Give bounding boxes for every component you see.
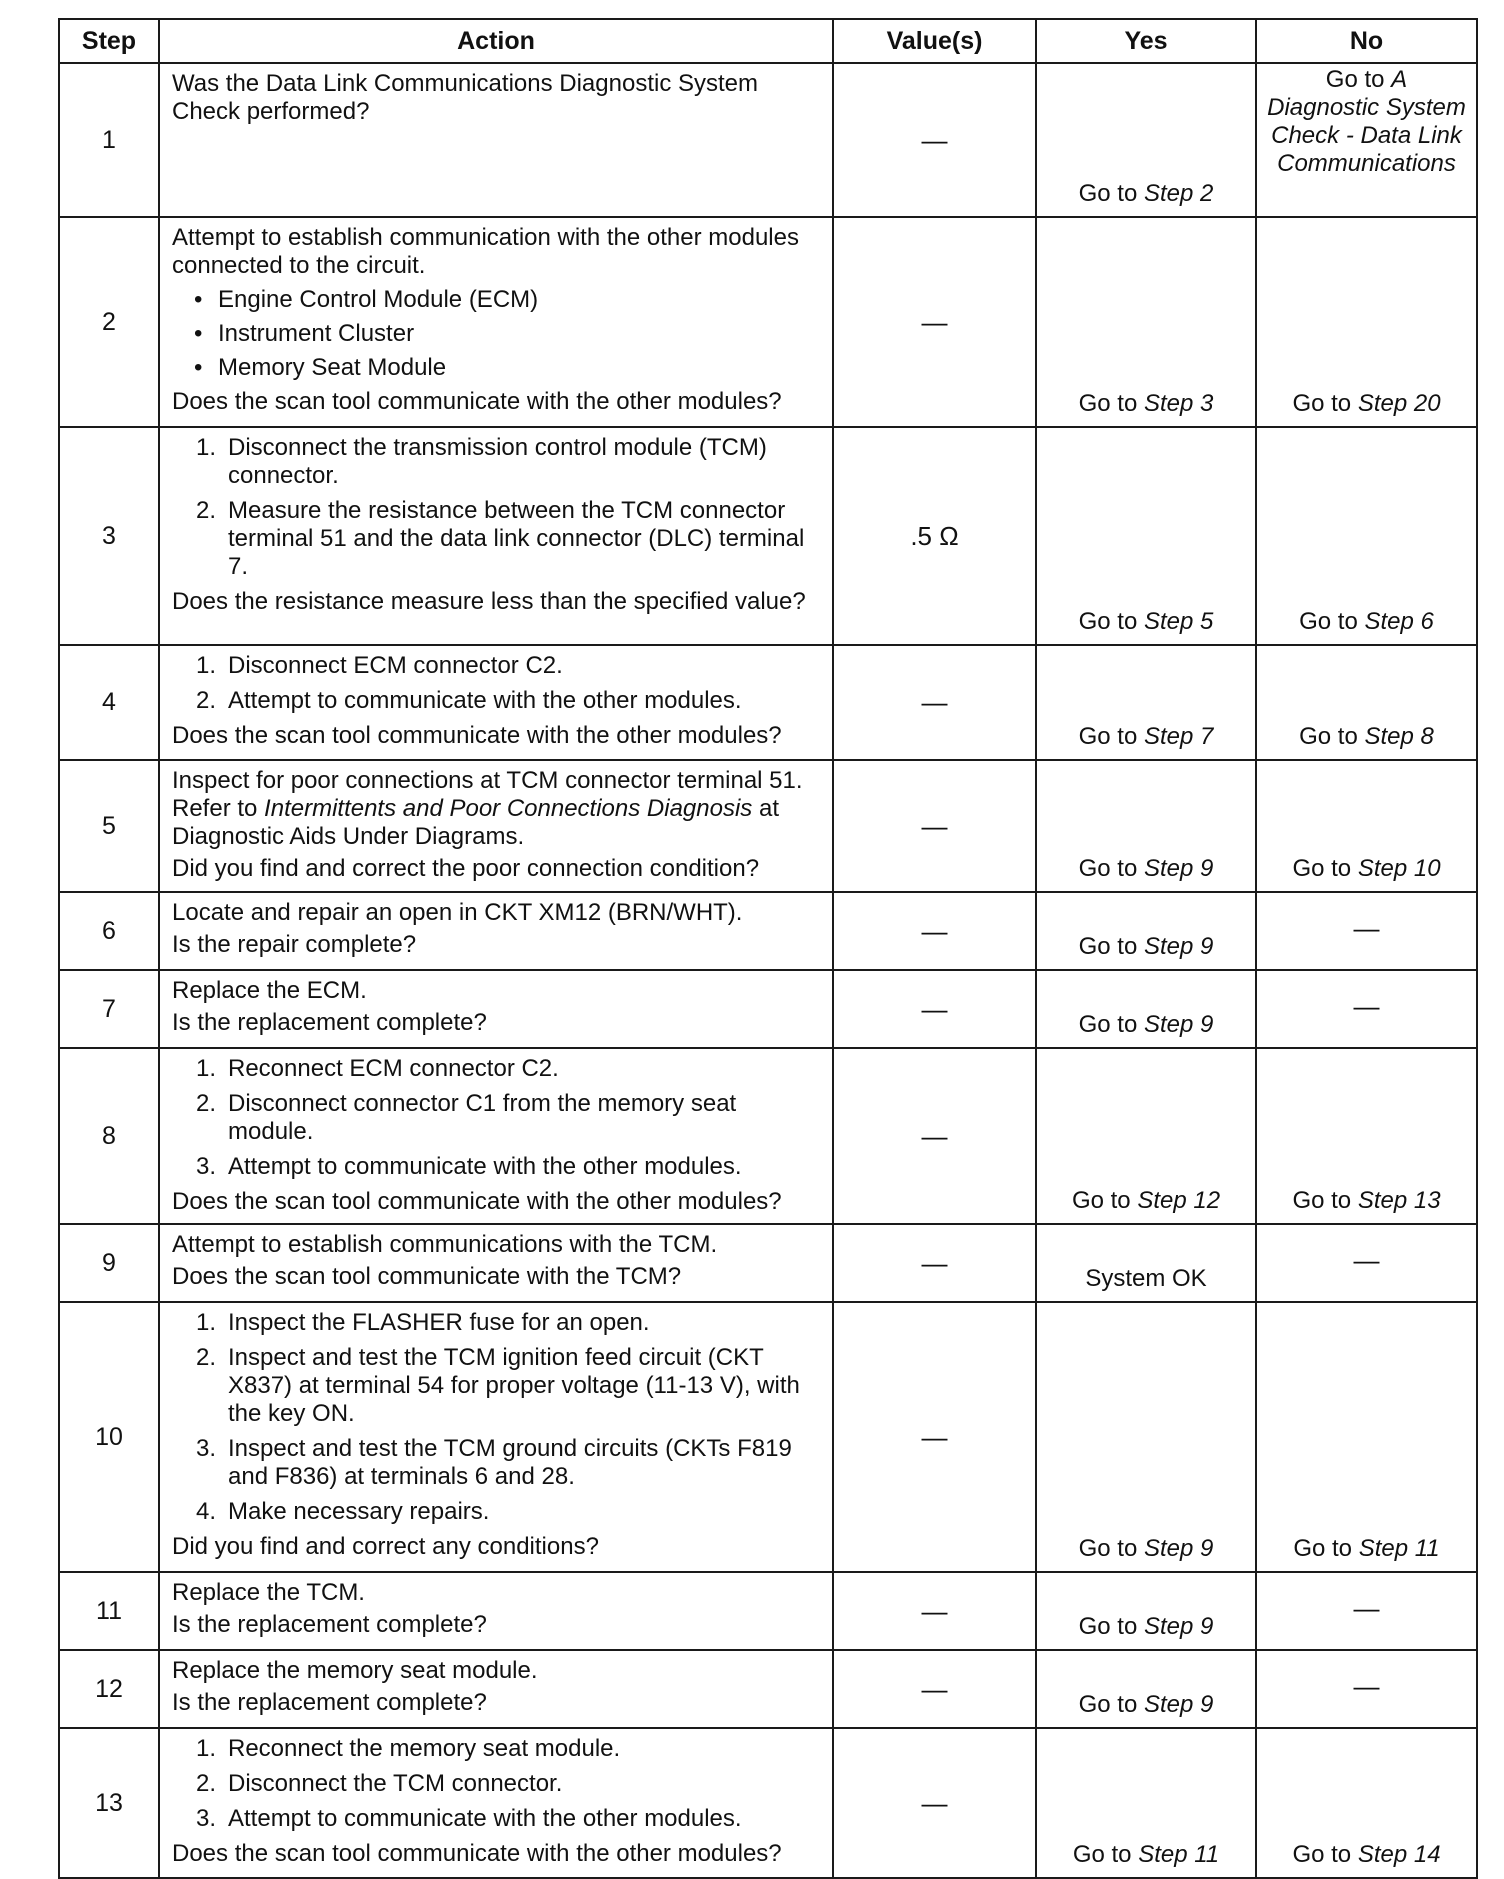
action-cell	[159, 1650, 833, 1728]
header-no: No	[1256, 19, 1477, 63]
action-question: Does the scan tool communicate with the other modules?	[172, 1188, 782, 1215]
yes-prefix: Go to	[1078, 933, 1144, 960]
no-ital-a: A	[1391, 66, 1408, 93]
list-item: 3. Inspect and test the TCM ground circuits (CKTs F819 and F836) at terminals 6 and 28.	[196, 1435, 822, 1491]
value-cell: —	[833, 892, 1036, 970]
list-item: 1. Reconnect the memory seat module.	[196, 1735, 822, 1763]
list-item-text: Disconnect the TCM connector.	[228, 1770, 563, 1797]
action-question: Did you find and correct the poor connection condition?	[172, 855, 760, 882]
list-item: 2. Inspect and test the TCM ignition feed circuit (CKT X837) at terminal 54 for proper voltage (11-13 V), with the key ON.	[196, 1344, 822, 1428]
action-question: Is the replacement complete?	[172, 1009, 487, 1036]
no-step-link: Step 6	[1364, 608, 1434, 635]
table-row	[59, 1302, 1477, 1572]
yes-prefix: Go to	[1078, 1613, 1144, 1640]
value-cell: —	[833, 63, 1036, 217]
action-text	[172, 767, 822, 851]
list-item-text: Inspect and test the TCM ignition feed circuit (CKT X837) at terminal 54 for proper voltage (11-13 V), with the key ON.	[228, 1344, 800, 1427]
no-prefix: Go to	[1293, 1535, 1359, 1562]
header-value: Value(s)	[833, 19, 1036, 63]
header-row	[59, 19, 1477, 63]
list-item: • Engine Control Module (ECM)	[194, 286, 822, 314]
value-cell: —	[833, 1650, 1036, 1728]
value-cell: —	[833, 970, 1036, 1048]
yes-step-link: Step 9	[1143, 933, 1214, 960]
action-cell	[159, 63, 833, 217]
action-cell	[159, 1224, 833, 1302]
table-row	[59, 1572, 1477, 1650]
header-action: Action	[159, 19, 833, 63]
header-yes: Yes	[1036, 19, 1256, 63]
yes-cell	[1036, 970, 1256, 1048]
procedure-list	[172, 1309, 822, 1526]
yes-prefix: Go to	[1078, 1535, 1144, 1562]
table-row	[59, 1650, 1477, 1728]
step-number: 10	[59, 1302, 159, 1572]
no-step-link: Step 20	[1357, 390, 1441, 417]
yes-prefix: Go to	[1078, 180, 1144, 207]
action-intro: Attempt to establish communication with the other modules connected to the circuit.	[172, 224, 799, 279]
action-question: Did you find and correct any conditions?	[172, 1533, 599, 1560]
yes-cell	[1036, 217, 1256, 427]
list-item: 2. Measure the resistance between the TCM connector terminal 51 and the data link connector (DLC) terminal 7.	[196, 497, 822, 581]
action-question: Is the replacement complete?	[172, 1689, 487, 1716]
yes-cell	[1036, 760, 1256, 892]
no-prefix: Go to	[1299, 608, 1365, 635]
list-item-text: Reconnect the memory seat module.	[228, 1735, 621, 1762]
no-step-link: Step 14	[1357, 1841, 1441, 1868]
action-cell	[159, 1728, 833, 1878]
action-cell	[159, 1302, 833, 1572]
no-prefix: Go to	[1292, 1841, 1358, 1868]
action-cell	[159, 427, 833, 645]
table-row	[59, 63, 1477, 217]
list-item: • Instrument Cluster	[194, 320, 822, 348]
yes-step-link: Step 5	[1143, 608, 1214, 635]
value-cell: —	[833, 1048, 1036, 1224]
no-cell: —	[1256, 1224, 1477, 1302]
value-cell: —	[833, 760, 1036, 892]
procedure-list	[172, 1735, 822, 1833]
list-item: 4. Make necessary repairs.	[196, 1498, 822, 1526]
action-question: Is the repair complete?	[172, 931, 417, 958]
step-number: 11	[59, 1572, 159, 1650]
no-cell: —	[1256, 1572, 1477, 1650]
list-item-text: Make necessary repairs.	[228, 1498, 490, 1525]
table-row	[59, 645, 1477, 760]
list-item-text: Attempt to communicate with the other modules.	[228, 1153, 742, 1180]
no-prefix: Go to	[1292, 1187, 1358, 1214]
no-cell: —	[1256, 1650, 1477, 1728]
action-cell	[159, 760, 833, 892]
action-text-part: Inspect for poor connections at TCM connector terminal 51. Refer to	[172, 767, 803, 822]
yes-cell	[1036, 1572, 1256, 1650]
action-question: Does the resistance measure less than the specified value?	[172, 588, 806, 615]
yes-step-link: Step 3	[1143, 390, 1214, 417]
list-item-text: Measure the resistance between the TCM connector terminal 51 and the data link connector (DLC) terminal 7.	[228, 497, 805, 580]
list-item: 1. Reconnect ECM connector C2.	[196, 1055, 822, 1083]
yes-step-link: Step 9	[1143, 1613, 1214, 1640]
yes-prefix: Go to	[1071, 1187, 1138, 1214]
action-intro: Replace the TCM.	[172, 1579, 365, 1606]
reference-title: Intermittents and Poor Connections Diagnosis	[264, 795, 753, 822]
yes-cell	[1036, 645, 1256, 760]
list-item: 1. Disconnect ECM connector C2.	[196, 652, 822, 680]
step-number: 4	[59, 645, 159, 760]
procedure-list	[172, 434, 822, 581]
list-item-text: Disconnect ECM connector C2.	[228, 652, 563, 679]
yes-step-link: Step 9	[1143, 1011, 1214, 1038]
yes-prefix: Go to	[1078, 1011, 1144, 1038]
list-item-text: Attempt to communicate with the other modules.	[228, 1805, 742, 1832]
procedure-list	[172, 1055, 822, 1181]
action-intro: Attempt to establish communications with the TCM.	[172, 1231, 718, 1258]
no-step-link: Step 13	[1357, 1187, 1441, 1214]
table-row	[59, 217, 1477, 427]
list-item-text: Reconnect ECM connector C2.	[228, 1055, 559, 1082]
action-question: Does the scan tool communicate with the other modules?	[172, 1840, 782, 1867]
yes-cell	[1036, 1048, 1256, 1224]
yes-step-link: Step 2	[1143, 180, 1214, 207]
action-cell	[159, 1572, 833, 1650]
yes-cell	[1036, 1728, 1256, 1878]
yes-step-link: Step 9	[1143, 1535, 1214, 1562]
yes-cell	[1036, 63, 1256, 217]
action-question: Does the scan tool communicate with the other modules?	[172, 388, 782, 415]
step-number: 7	[59, 970, 159, 1048]
action-text: Was the Data Link Communications Diagnostic System Check performed?	[172, 70, 759, 125]
action-cell	[159, 217, 833, 427]
table-row	[59, 1728, 1477, 1878]
list-item: 1. Disconnect the transmission control module (TCM) connector.	[196, 434, 822, 490]
action-intro: Locate and repair an open in CKT XM12 (BRN/WHT).	[172, 899, 743, 926]
action-cell	[159, 970, 833, 1048]
header-step: Step	[59, 19, 159, 63]
list-item-text: Attempt to communicate with the other modules.	[228, 687, 742, 714]
list-item: • Memory Seat Module	[194, 354, 822, 382]
value-cell: —	[833, 1302, 1036, 1572]
step-number: 6	[59, 892, 159, 970]
list-item-text: Disconnect connector C1 from the memory seat module.	[228, 1090, 737, 1145]
table-row	[59, 760, 1477, 892]
yes-prefix: Go to	[1072, 1841, 1139, 1868]
no-cell	[1256, 427, 1477, 645]
yes-cell: System OK	[1036, 1224, 1256, 1302]
no-cell	[1256, 217, 1477, 427]
step-number: 8	[59, 1048, 159, 1224]
action-intro: Replace the ECM.	[172, 977, 367, 1004]
action-text-part: at Diagnostic Aids Under Diagrams.	[172, 795, 779, 850]
yes-cell	[1036, 1302, 1256, 1572]
action-question: Does the scan tool communicate with the TCM?	[172, 1263, 682, 1290]
no-prefix: Go to	[1292, 855, 1358, 882]
list-item: 2. Disconnect connector C1 from the memory seat module.	[196, 1090, 822, 1146]
no-step-link: Step 11	[1358, 1535, 1440, 1562]
procedure-list	[172, 652, 822, 715]
yes-prefix: Go to	[1078, 855, 1144, 882]
step-number: 3	[59, 427, 159, 645]
yes-prefix: Go to	[1078, 390, 1144, 417]
no-cell	[1256, 1728, 1477, 1878]
list-item: 3. Attempt to communicate with the other modules.	[196, 1805, 822, 1833]
yes-cell	[1036, 1650, 1256, 1728]
diagnostic-table	[58, 18, 1478, 1879]
no-prefix: Go to	[1299, 723, 1365, 750]
yes-step-link: Step 12	[1137, 1187, 1221, 1214]
yes-step-link: Step 9	[1143, 1691, 1214, 1718]
table-row	[59, 892, 1477, 970]
step-number: 2	[59, 217, 159, 427]
table-row	[59, 1224, 1477, 1302]
yes-prefix: Go to	[1078, 1691, 1144, 1718]
no-cell	[1256, 1048, 1477, 1224]
value-cell: .5 Ω	[833, 427, 1036, 645]
no-prefix: Go to	[1325, 66, 1392, 93]
no-cell: —	[1256, 970, 1477, 1048]
list-item-text: Disconnect the transmission control module (TCM) connector.	[228, 434, 767, 489]
value-cell: —	[833, 1728, 1036, 1878]
list-item: 2. Disconnect the TCM connector.	[196, 1770, 822, 1798]
yes-prefix: Go to	[1078, 608, 1144, 635]
no-cell: —	[1256, 892, 1477, 970]
action-cell	[159, 892, 833, 970]
list-item-text: Inspect and test the TCM ground circuits (CKTs F819 and F836) at terminals 6 and 28.	[228, 1435, 792, 1490]
no-diagnostic-link: Diagnostic System Check - Data Link Communications	[1267, 94, 1466, 177]
list-item-text: Inspect the FLASHER fuse for an open.	[228, 1309, 650, 1336]
action-intro: Replace the memory seat module.	[172, 1657, 538, 1684]
yes-prefix: Go to	[1078, 723, 1144, 750]
yes-step-link: Step 9	[1143, 855, 1214, 882]
list-item: 3. Attempt to communicate with the other modules.	[196, 1153, 822, 1181]
step-number: 9	[59, 1224, 159, 1302]
yes-cell	[1036, 427, 1256, 645]
action-question: Does the scan tool communicate with the other modules?	[172, 722, 782, 749]
no-prefix: Go to	[1292, 390, 1358, 417]
no-cell	[1256, 760, 1477, 892]
action-question: Is the replacement complete?	[172, 1611, 487, 1638]
no-cell	[1256, 63, 1477, 217]
yes-step-link: Step 7	[1143, 723, 1214, 750]
action-cell	[159, 1048, 833, 1224]
no-step-link: Step 8	[1364, 723, 1434, 750]
value-cell: —	[833, 1572, 1036, 1650]
value-cell: —	[833, 1224, 1036, 1302]
no-step-link: Step 10	[1357, 855, 1441, 882]
step-number: 13	[59, 1728, 159, 1878]
value-cell: —	[833, 645, 1036, 760]
module-list	[172, 286, 822, 382]
yes-step-link: Step 11	[1138, 1841, 1220, 1868]
yes-cell	[1036, 892, 1256, 970]
step-number: 12	[59, 1650, 159, 1728]
step-number: 1	[59, 63, 159, 217]
table-row	[59, 970, 1477, 1048]
table-row	[59, 427, 1477, 645]
list-item: 1. Inspect the FLASHER fuse for an open.	[196, 1309, 822, 1337]
table-row	[59, 1048, 1477, 1224]
value-cell: —	[833, 217, 1036, 427]
no-cell	[1256, 645, 1477, 760]
list-item: 2. Attempt to communicate with the other modules.	[196, 687, 822, 715]
step-number: 5	[59, 760, 159, 892]
action-cell	[159, 645, 833, 760]
no-cell	[1256, 1302, 1477, 1572]
